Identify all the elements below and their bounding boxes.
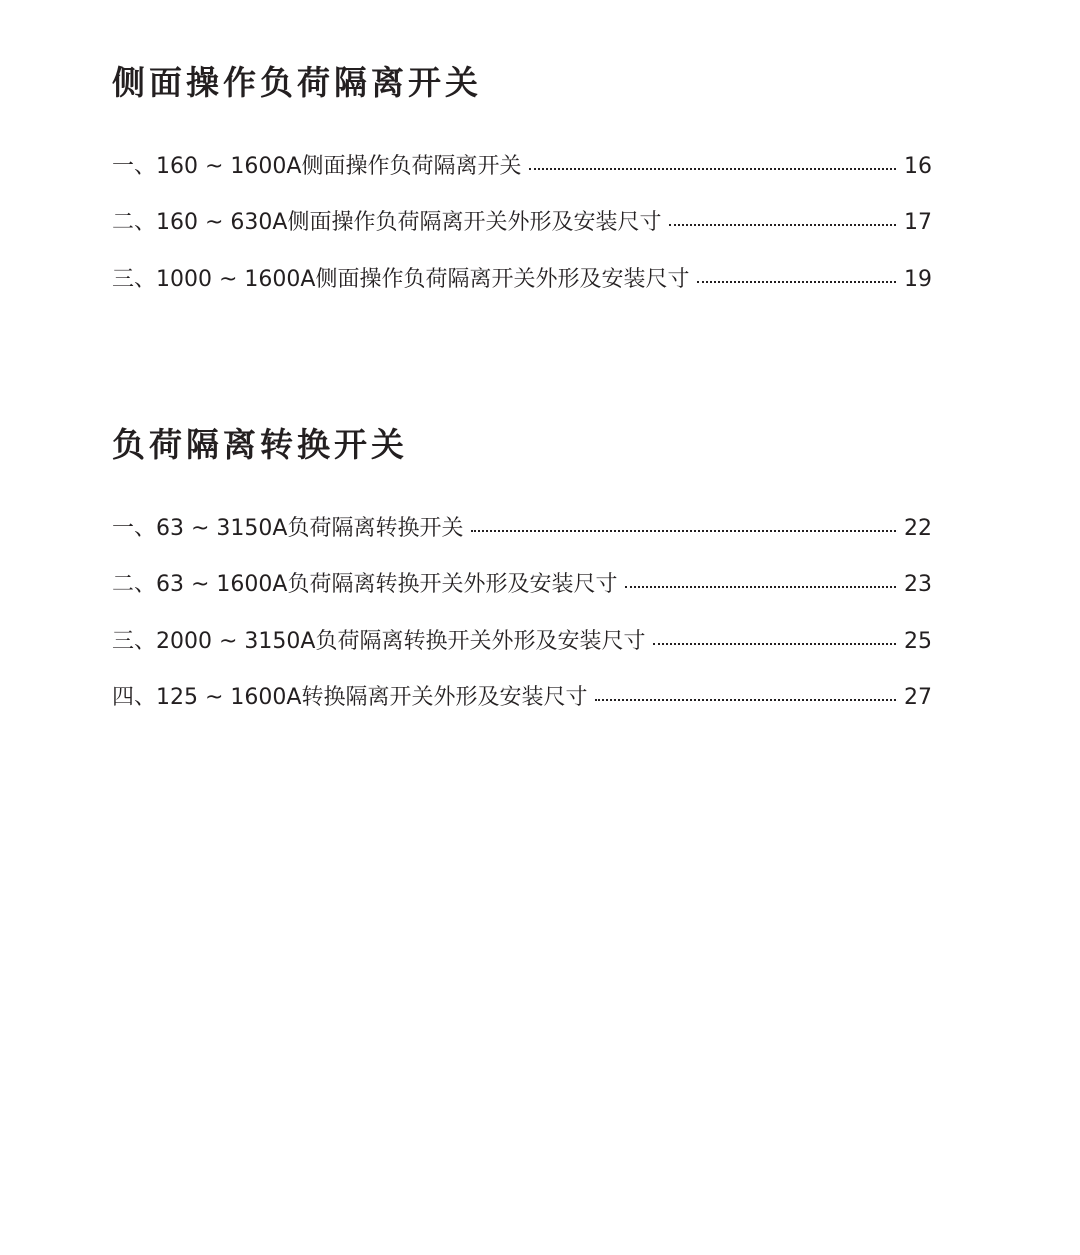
toc-entry-label: 二、63 ~ 1600A负荷隔离转换开关外形及安装尺寸: [112, 572, 618, 597]
toc-entry-label: 三、1000 ~ 1600A侧面操作负荷隔离开关外形及安装尺寸: [112, 266, 690, 292]
dot-leader: [471, 530, 896, 532]
toc-page-number: 25: [904, 628, 932, 654]
toc-page-number: 23: [904, 572, 932, 597]
dot-leader: [653, 643, 896, 645]
toc-entry[interactable]: [112, 181, 932, 238]
toc-list: [112, 124, 932, 294]
toc-page-number: 27: [904, 685, 932, 710]
toc-entry-label: 一、160 ~ 1600A侧面操作负荷隔离开关: [112, 153, 522, 179]
toc-entry-label: 四、125 ~ 1600A转换隔离开关外形及安装尺寸: [112, 685, 588, 710]
toc-entry[interactable]: [112, 124, 932, 181]
toc-entry-label: 一、63 ~ 3150A负荷隔离转换开关: [112, 515, 464, 541]
dot-leader: [669, 224, 896, 226]
toc-entry[interactable]: [112, 237, 932, 294]
section-title: 负荷隔离转换开关: [112, 425, 408, 464]
toc-entry-label: 三、2000 ~ 3150A负荷隔离转换开关外形及安装尺寸: [112, 628, 646, 654]
dot-leader: [595, 699, 896, 701]
toc-entry[interactable]: [112, 599, 932, 656]
toc-entry[interactable]: [112, 543, 932, 600]
toc-entry[interactable]: [112, 656, 932, 713]
section-title: 侧面操作负荷隔离开关: [112, 63, 482, 102]
dot-leader: [697, 281, 896, 283]
toc-page-number: 17: [904, 210, 932, 235]
dot-leader: [625, 586, 896, 588]
dot-leader: [529, 168, 896, 170]
toc-entry[interactable]: [112, 486, 932, 543]
toc-entry-label: 二、160 ~ 630A侧面操作负荷隔离开关外形及安装尺寸: [112, 210, 662, 235]
toc-page-number: 19: [904, 266, 932, 292]
toc-page-number: 16: [904, 153, 932, 179]
toc-section: [112, 422, 932, 712]
toc-list: [112, 486, 932, 712]
toc-section: [112, 60, 932, 294]
toc-page-number: 22: [904, 515, 932, 541]
